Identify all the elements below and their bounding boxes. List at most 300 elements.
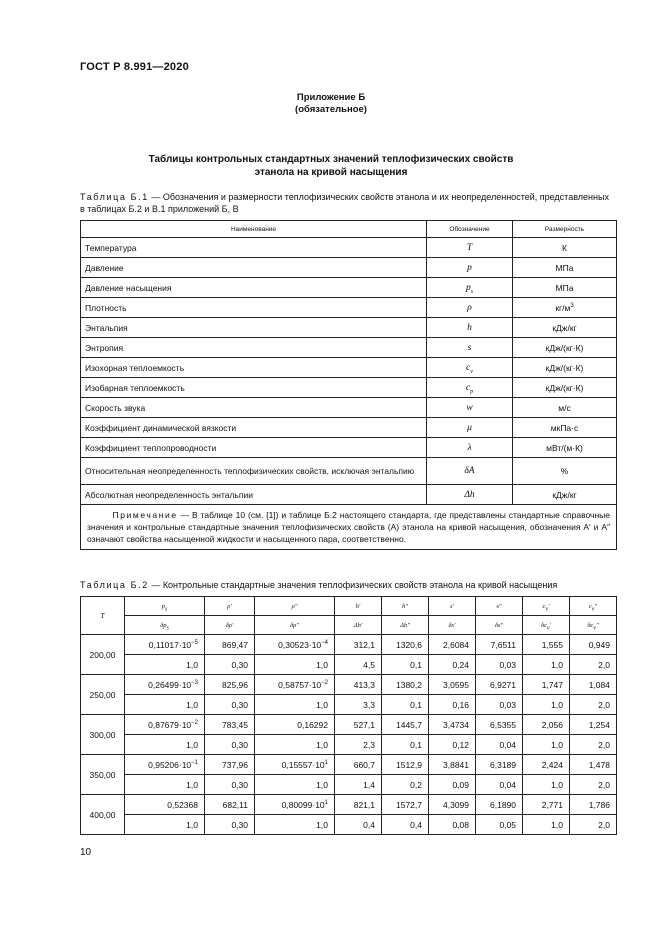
- value-cell: [382, 635, 429, 655]
- unit-base: кДж/(кг·К): [545, 362, 584, 373]
- property-symbol: [427, 238, 513, 258]
- value-cell: [476, 635, 523, 655]
- temperature-cell: 400,00: [81, 795, 125, 835]
- value-cell: [476, 715, 523, 735]
- uncertainty-cell: 1,0: [125, 695, 205, 715]
- uncertainty-cell: 1,0: [523, 695, 570, 715]
- value-cell: [429, 795, 476, 815]
- header-symbol: Обозначение: [427, 221, 513, 238]
- uncertainty-cell: 0,1: [382, 735, 429, 755]
- header-prime: ′: [549, 621, 551, 629]
- unit-base: кДж/кг: [552, 489, 577, 500]
- header-temperature: T: [81, 597, 125, 635]
- value-mantissa: 4,3099: [443, 799, 469, 810]
- uncertainty-cell: 1,0: [255, 695, 335, 715]
- uncertainty-cell: 1,0: [255, 775, 335, 795]
- property-name: Давление насыщения: [81, 278, 427, 298]
- uncertainty-cell: 0,12: [429, 735, 476, 755]
- value-mantissa: 660,7: [353, 759, 375, 770]
- value-mantissa: 0,80099·10: [281, 799, 325, 810]
- value-exponent: −2: [191, 719, 198, 726]
- uncertainty-cell: 0,4: [382, 815, 429, 835]
- value-cell: [429, 755, 476, 775]
- value-cell: [335, 715, 382, 735]
- uncertainty-cell: 0,09: [429, 775, 476, 795]
- value-exponent: −4: [321, 639, 328, 646]
- property-name: Абсолютная неопределенность энтальпии: [81, 485, 427, 505]
- uncertainty-cell: 0,24: [429, 655, 476, 675]
- uncertainty-cell: 0,30: [205, 815, 255, 835]
- value-exponent: −1: [191, 759, 198, 766]
- value-cell: [570, 675, 617, 695]
- table1-body: [81, 238, 617, 550]
- uncertainty-cell: 1,0: [523, 815, 570, 835]
- table-row: [81, 278, 617, 298]
- table-row: [81, 715, 617, 735]
- value-cell: [382, 755, 429, 775]
- property-unit: [513, 358, 617, 378]
- header-subscript: v: [546, 624, 550, 631]
- table-note: [81, 505, 617, 550]
- value-mantissa: 413,3: [353, 679, 375, 690]
- header-symbol: Δh′: [353, 621, 363, 629]
- value-cell: [523, 635, 570, 655]
- table1-caption-label: Таблица Б.1: [80, 192, 149, 202]
- header-symbol: δc: [587, 621, 594, 629]
- header-symbol: ρ″: [291, 602, 298, 610]
- value-mantissa: 0,95206·10: [148, 759, 192, 770]
- value-cell: [335, 675, 382, 695]
- column-header: [476, 616, 523, 635]
- header-symbol: h′: [355, 602, 361, 610]
- header-prime: ′: [548, 602, 550, 610]
- note-row: [81, 505, 617, 550]
- value-cell: [570, 715, 617, 735]
- property-name: Энтропия: [81, 338, 427, 358]
- symbol-base: c: [466, 362, 471, 373]
- header-symbol: δρ″: [290, 621, 299, 629]
- column-header: [205, 597, 255, 616]
- unit-base: %: [560, 465, 569, 476]
- uncertainty-cell: 2,0: [570, 695, 617, 715]
- value-cell: [523, 755, 570, 775]
- unit-base: м/с: [558, 402, 571, 413]
- value-cell: [125, 715, 205, 735]
- property-unit: [513, 458, 617, 485]
- value-exponent: −2: [321, 679, 328, 686]
- table1-header-row: [81, 221, 617, 238]
- value-cell: [382, 675, 429, 695]
- uncertainty-cell: 1,0: [125, 735, 205, 755]
- value-mantissa: 1,786: [588, 799, 610, 810]
- uncertainty-cell: 1,0: [523, 655, 570, 675]
- column-header: [335, 597, 382, 616]
- table-b2: [80, 596, 617, 835]
- symbol-base: h: [467, 322, 472, 333]
- unit-base: К: [562, 242, 567, 253]
- value-mantissa: 0,11017·10: [148, 639, 192, 650]
- value-exponent: −5: [191, 639, 198, 646]
- table1-caption-text: — Обозначения и размерности теплофизических свойств этанола и их неопределенностей, представленных в таблицах Б.2 и В.1 приложений Б, В: [80, 192, 609, 214]
- uncertainty-cell: 0,03: [476, 695, 523, 715]
- value-mantissa: 1380,2: [396, 679, 422, 690]
- property-symbol: [427, 278, 513, 298]
- header-symbol: c: [588, 602, 592, 610]
- uncertainty-cell: 3,3: [335, 695, 382, 715]
- value-mantissa: 0,52368: [167, 799, 198, 810]
- property-symbol: [427, 338, 513, 358]
- unit-base: кДж/(кг·К): [545, 342, 584, 353]
- property-unit: [513, 318, 617, 338]
- appendix-status: (обязательное): [295, 104, 367, 115]
- value-cell: [476, 795, 523, 815]
- property-unit: [513, 278, 617, 298]
- uncertainty-row: [81, 735, 617, 755]
- property-unit: [513, 438, 617, 458]
- value-mantissa: 6,1890: [490, 799, 516, 810]
- value-cell: [523, 795, 570, 815]
- appendix-title: Приложение Б: [296, 92, 366, 103]
- uncertainty-cell: 0,04: [476, 775, 523, 795]
- value-mantissa: 2,771: [541, 799, 563, 810]
- unit-base: мкПа·с: [550, 422, 579, 433]
- table1-caption: [80, 191, 616, 215]
- value-mantissa: 3,4734: [443, 719, 469, 730]
- value-cell: [570, 755, 617, 775]
- table2-caption: [80, 579, 616, 591]
- table-row: [81, 438, 617, 458]
- table-row: [81, 458, 617, 485]
- uncertainty-cell: 0,05: [476, 815, 523, 835]
- property-symbol: [427, 458, 513, 485]
- section-title-line2: этанола на кривой насыщения: [254, 167, 408, 178]
- value-cell: [255, 795, 335, 815]
- property-unit: [513, 485, 617, 505]
- property-unit: [513, 398, 617, 418]
- value-mantissa: 1512,9: [396, 759, 422, 770]
- table-row: [81, 418, 617, 438]
- value-mantissa: 1,555: [541, 639, 563, 650]
- uncertainty-cell: 1,0: [125, 655, 205, 675]
- table-row: [81, 238, 617, 258]
- value-mantissa: 6,9271: [490, 679, 516, 690]
- column-header: [570, 597, 617, 616]
- table-row: [81, 485, 617, 505]
- column-header: [429, 597, 476, 616]
- header-symbol: s′: [450, 602, 454, 610]
- header-prime: ″: [595, 621, 599, 629]
- value-mantissa: 1320,6: [396, 639, 422, 650]
- property-symbol: [427, 298, 513, 318]
- value-cell: [523, 675, 570, 695]
- value-cell: [429, 715, 476, 735]
- value-cell: [429, 675, 476, 695]
- value-mantissa: 783,45: [222, 719, 248, 730]
- uncertainty-cell: 0,1: [382, 655, 429, 675]
- table-row: [81, 398, 617, 418]
- table-row: [81, 298, 617, 318]
- header-symbol: δρ′: [225, 621, 234, 629]
- symbol-base: λ: [467, 442, 472, 453]
- table-row: [81, 318, 617, 338]
- value-cell: [429, 635, 476, 655]
- uncertainty-cell: 0,1: [382, 695, 429, 715]
- uncertainty-cell: 2,0: [570, 775, 617, 795]
- uncertainty-cell: 0,03: [476, 655, 523, 675]
- uncertainty-cell: 1,0: [523, 735, 570, 755]
- column-header: [429, 616, 476, 635]
- table-row: [81, 358, 617, 378]
- column-header: [125, 616, 205, 635]
- value-cell: [382, 795, 429, 815]
- column-header: [125, 597, 205, 616]
- value-mantissa: 0,30523·10: [278, 639, 322, 650]
- unit-base: мВт/(м·К): [546, 442, 583, 453]
- uncertainty-cell: 1,0: [255, 815, 335, 835]
- unit-base: МПа: [555, 282, 574, 293]
- table2-caption-text: — Контрольные стандартные значения теплофизических свойств этанола на кривой насыщения: [148, 580, 558, 590]
- unit-base: кг/м: [555, 302, 571, 313]
- table-b1: [80, 220, 617, 550]
- symbol-base: c: [465, 382, 471, 393]
- unit-superscript: 3: [570, 302, 574, 309]
- value-mantissa: 527,1: [353, 719, 375, 730]
- unit-base: кДж/кг: [552, 322, 577, 333]
- symbol-base: δA: [464, 465, 475, 476]
- property-name: Изохорная теплоемкость: [81, 358, 427, 378]
- symbol-subscript: v: [470, 368, 473, 375]
- property-name: Температура: [81, 238, 427, 258]
- table2-header-row: [81, 616, 617, 635]
- temperature-cell: 250,00: [81, 675, 125, 715]
- table-row: [81, 378, 617, 398]
- header-symbol: ρ′: [227, 602, 232, 610]
- value-mantissa: 0,58757·10: [278, 679, 322, 690]
- uncertainty-row: [81, 815, 617, 835]
- header-symbol: s″: [496, 602, 502, 610]
- property-unit: [513, 378, 617, 398]
- value-exponent: −3: [191, 679, 198, 686]
- value-cell: [570, 795, 617, 815]
- property-symbol: [427, 485, 513, 505]
- property-symbol: [427, 418, 513, 438]
- column-header: [255, 616, 335, 635]
- table-row: [81, 755, 617, 775]
- value-cell: [255, 675, 335, 695]
- temperature-cell: 300,00: [81, 715, 125, 755]
- column-header: [523, 597, 570, 616]
- column-header: [382, 616, 429, 635]
- table2-header-row: [81, 597, 617, 616]
- property-unit: [513, 418, 617, 438]
- note-label: Примечание: [112, 510, 178, 520]
- value-cell: [125, 635, 205, 655]
- symbol-base: p: [465, 282, 471, 293]
- header-unit: Размерность: [513, 221, 617, 238]
- value-cell: [335, 635, 382, 655]
- document-header: ГОСТ Р 8.991—2020: [80, 61, 189, 73]
- value-mantissa: 0,949: [588, 639, 610, 650]
- value-cell: [205, 675, 255, 695]
- uncertainty-cell: 0,16: [429, 695, 476, 715]
- table-row: [81, 675, 617, 695]
- column-header: [523, 616, 570, 635]
- uncertainty-cell: 0,30: [205, 695, 255, 715]
- property-symbol: [427, 438, 513, 458]
- value-mantissa: 7,6511: [490, 639, 516, 650]
- value-cell: [523, 715, 570, 735]
- header-symbol: p: [161, 602, 165, 610]
- value-mantissa: 737,96: [222, 759, 248, 770]
- value-mantissa: 1,478: [588, 759, 610, 770]
- value-mantissa: 2,056: [541, 719, 563, 730]
- header-symbol: δs′: [448, 621, 456, 629]
- property-unit: [513, 338, 617, 358]
- unit-base: кДж/(кг·К): [545, 382, 584, 393]
- value-exponent: 1: [324, 799, 328, 806]
- section-title: [80, 153, 582, 179]
- value-cell: [335, 795, 382, 815]
- value-mantissa: 0,26499·10: [148, 679, 192, 690]
- value-cell: [125, 675, 205, 695]
- uncertainty-cell: 0,2: [382, 775, 429, 795]
- uncertainty-cell: 2,0: [570, 655, 617, 675]
- symbol-base: μ: [467, 422, 472, 433]
- value-mantissa: 1,084: [588, 679, 610, 690]
- uncertainty-row: [81, 655, 617, 675]
- property-name: Коэффициент теплопроводности: [81, 438, 427, 458]
- property-name: Изобарная теплоемкость: [81, 378, 427, 398]
- value-cell: [570, 635, 617, 655]
- value-mantissa: 1,254: [588, 719, 610, 730]
- value-mantissa: 6,3189: [490, 759, 516, 770]
- value-mantissa: 2,6084: [443, 639, 469, 650]
- note-text: — В таблице 10 (см. [1]) и таблице Б.2 настоящего стандарта, где представлены стандартные справочные значения и контрольные стандартные значения теплофизических свойств (A) этанола на кривой насыщения, обозначения A′ и A″ означают свойства насыщенной жидкости и насыщенного пара, соответственно.: [87, 510, 610, 544]
- value-cell: [125, 795, 205, 815]
- value-cell: [205, 755, 255, 775]
- value-cell: [205, 795, 255, 815]
- value-mantissa: 3,8841: [443, 759, 469, 770]
- symbol-base: w: [466, 402, 473, 413]
- column-header: [205, 616, 255, 635]
- value-cell: [255, 715, 335, 735]
- uncertainty-cell: 0,4: [335, 815, 382, 835]
- uncertainty-row: [81, 775, 617, 795]
- symbol-base: ρ: [467, 302, 472, 313]
- page-number: 10: [80, 847, 92, 858]
- column-header: [382, 597, 429, 616]
- column-header: [335, 616, 382, 635]
- symbol-base: s: [467, 342, 472, 353]
- property-symbol: [427, 398, 513, 418]
- value-cell: [125, 755, 205, 775]
- symbol-base: T: [466, 242, 473, 253]
- symbol-subscript: s: [470, 288, 474, 295]
- uncertainty-cell: 0,30: [205, 775, 255, 795]
- value-mantissa: 821,1: [353, 799, 375, 810]
- value-cell: [205, 635, 255, 655]
- value-cell: [382, 715, 429, 735]
- uncertainty-cell: 0,30: [205, 735, 255, 755]
- uncertainty-cell: 1,0: [125, 815, 205, 835]
- property-name: Скорость звука: [81, 398, 427, 418]
- table2-caption-label: Таблица Б.2: [80, 580, 149, 590]
- symbol-base: Δh: [464, 489, 475, 500]
- property-unit: [513, 298, 617, 318]
- header-subscript: s: [166, 624, 169, 631]
- value-mantissa: 825,96: [222, 679, 248, 690]
- property-name: Давление: [81, 258, 427, 278]
- property-symbol: [427, 318, 513, 338]
- value-mantissa: 869,47: [222, 639, 248, 650]
- value-cell: [476, 675, 523, 695]
- value-cell: [255, 635, 335, 655]
- value-mantissa: 0,15557·10: [281, 759, 325, 770]
- value-exponent: 1: [324, 759, 328, 766]
- header-name: Наименование: [81, 221, 427, 238]
- value-mantissa: 3,0595: [443, 679, 469, 690]
- uncertainty-row: [81, 695, 617, 715]
- uncertainty-cell: 0,08: [429, 815, 476, 835]
- property-name: Относительная неопределенность теплофизических свойств, исключая энтальпию: [81, 458, 427, 485]
- uncertainty-cell: 1,0: [125, 775, 205, 795]
- header-symbol: δp: [160, 621, 167, 629]
- unit-base: МПа: [555, 262, 574, 273]
- property-symbol: [427, 358, 513, 378]
- temperature-cell: 350,00: [81, 755, 125, 795]
- uncertainty-cell: 4,5: [335, 655, 382, 675]
- value-mantissa: 1572,7: [396, 799, 422, 810]
- value-mantissa: 2,424: [541, 759, 563, 770]
- table-row: [81, 338, 617, 358]
- value-cell: [335, 755, 382, 775]
- property-name: Коэффициент динамической вязкости: [81, 418, 427, 438]
- table-row: [81, 795, 617, 815]
- table2-body: [81, 635, 617, 835]
- value-mantissa: 1445,7: [396, 719, 422, 730]
- uncertainty-cell: 1,0: [255, 655, 335, 675]
- uncertainty-cell: 0,04: [476, 735, 523, 755]
- uncertainty-cell: 0,30: [205, 655, 255, 675]
- temperature-cell: 200,00: [81, 635, 125, 675]
- property-unit: [513, 238, 617, 258]
- uncertainty-cell: 2,0: [570, 815, 617, 835]
- header-subscript: s: [164, 605, 168, 612]
- header-subscript: v: [593, 624, 596, 631]
- appendix-heading: [80, 92, 582, 116]
- column-header: [476, 597, 523, 616]
- value-mantissa: 6,5355: [490, 719, 516, 730]
- header-symbol: h″: [402, 602, 408, 610]
- header-symbol: δs″: [494, 621, 504, 629]
- value-mantissa: 1,747: [541, 679, 563, 690]
- value-mantissa: 682,11: [222, 799, 248, 810]
- table2-header: [81, 597, 617, 635]
- property-name: Плотность: [81, 298, 427, 318]
- property-symbol: [427, 378, 513, 398]
- header-subscript: v: [591, 605, 595, 612]
- value-cell: [476, 755, 523, 775]
- header-symbol: c: [542, 602, 546, 610]
- uncertainty-cell: 1,0: [523, 775, 570, 795]
- uncertainty-cell: 1,0: [255, 735, 335, 755]
- symbol-subscript: p: [470, 388, 474, 395]
- header-subscript: v: [545, 605, 549, 612]
- property-symbol: [427, 258, 513, 278]
- table-row: [81, 258, 617, 278]
- column-header: [570, 616, 617, 635]
- header-symbol: Δh″: [400, 621, 410, 629]
